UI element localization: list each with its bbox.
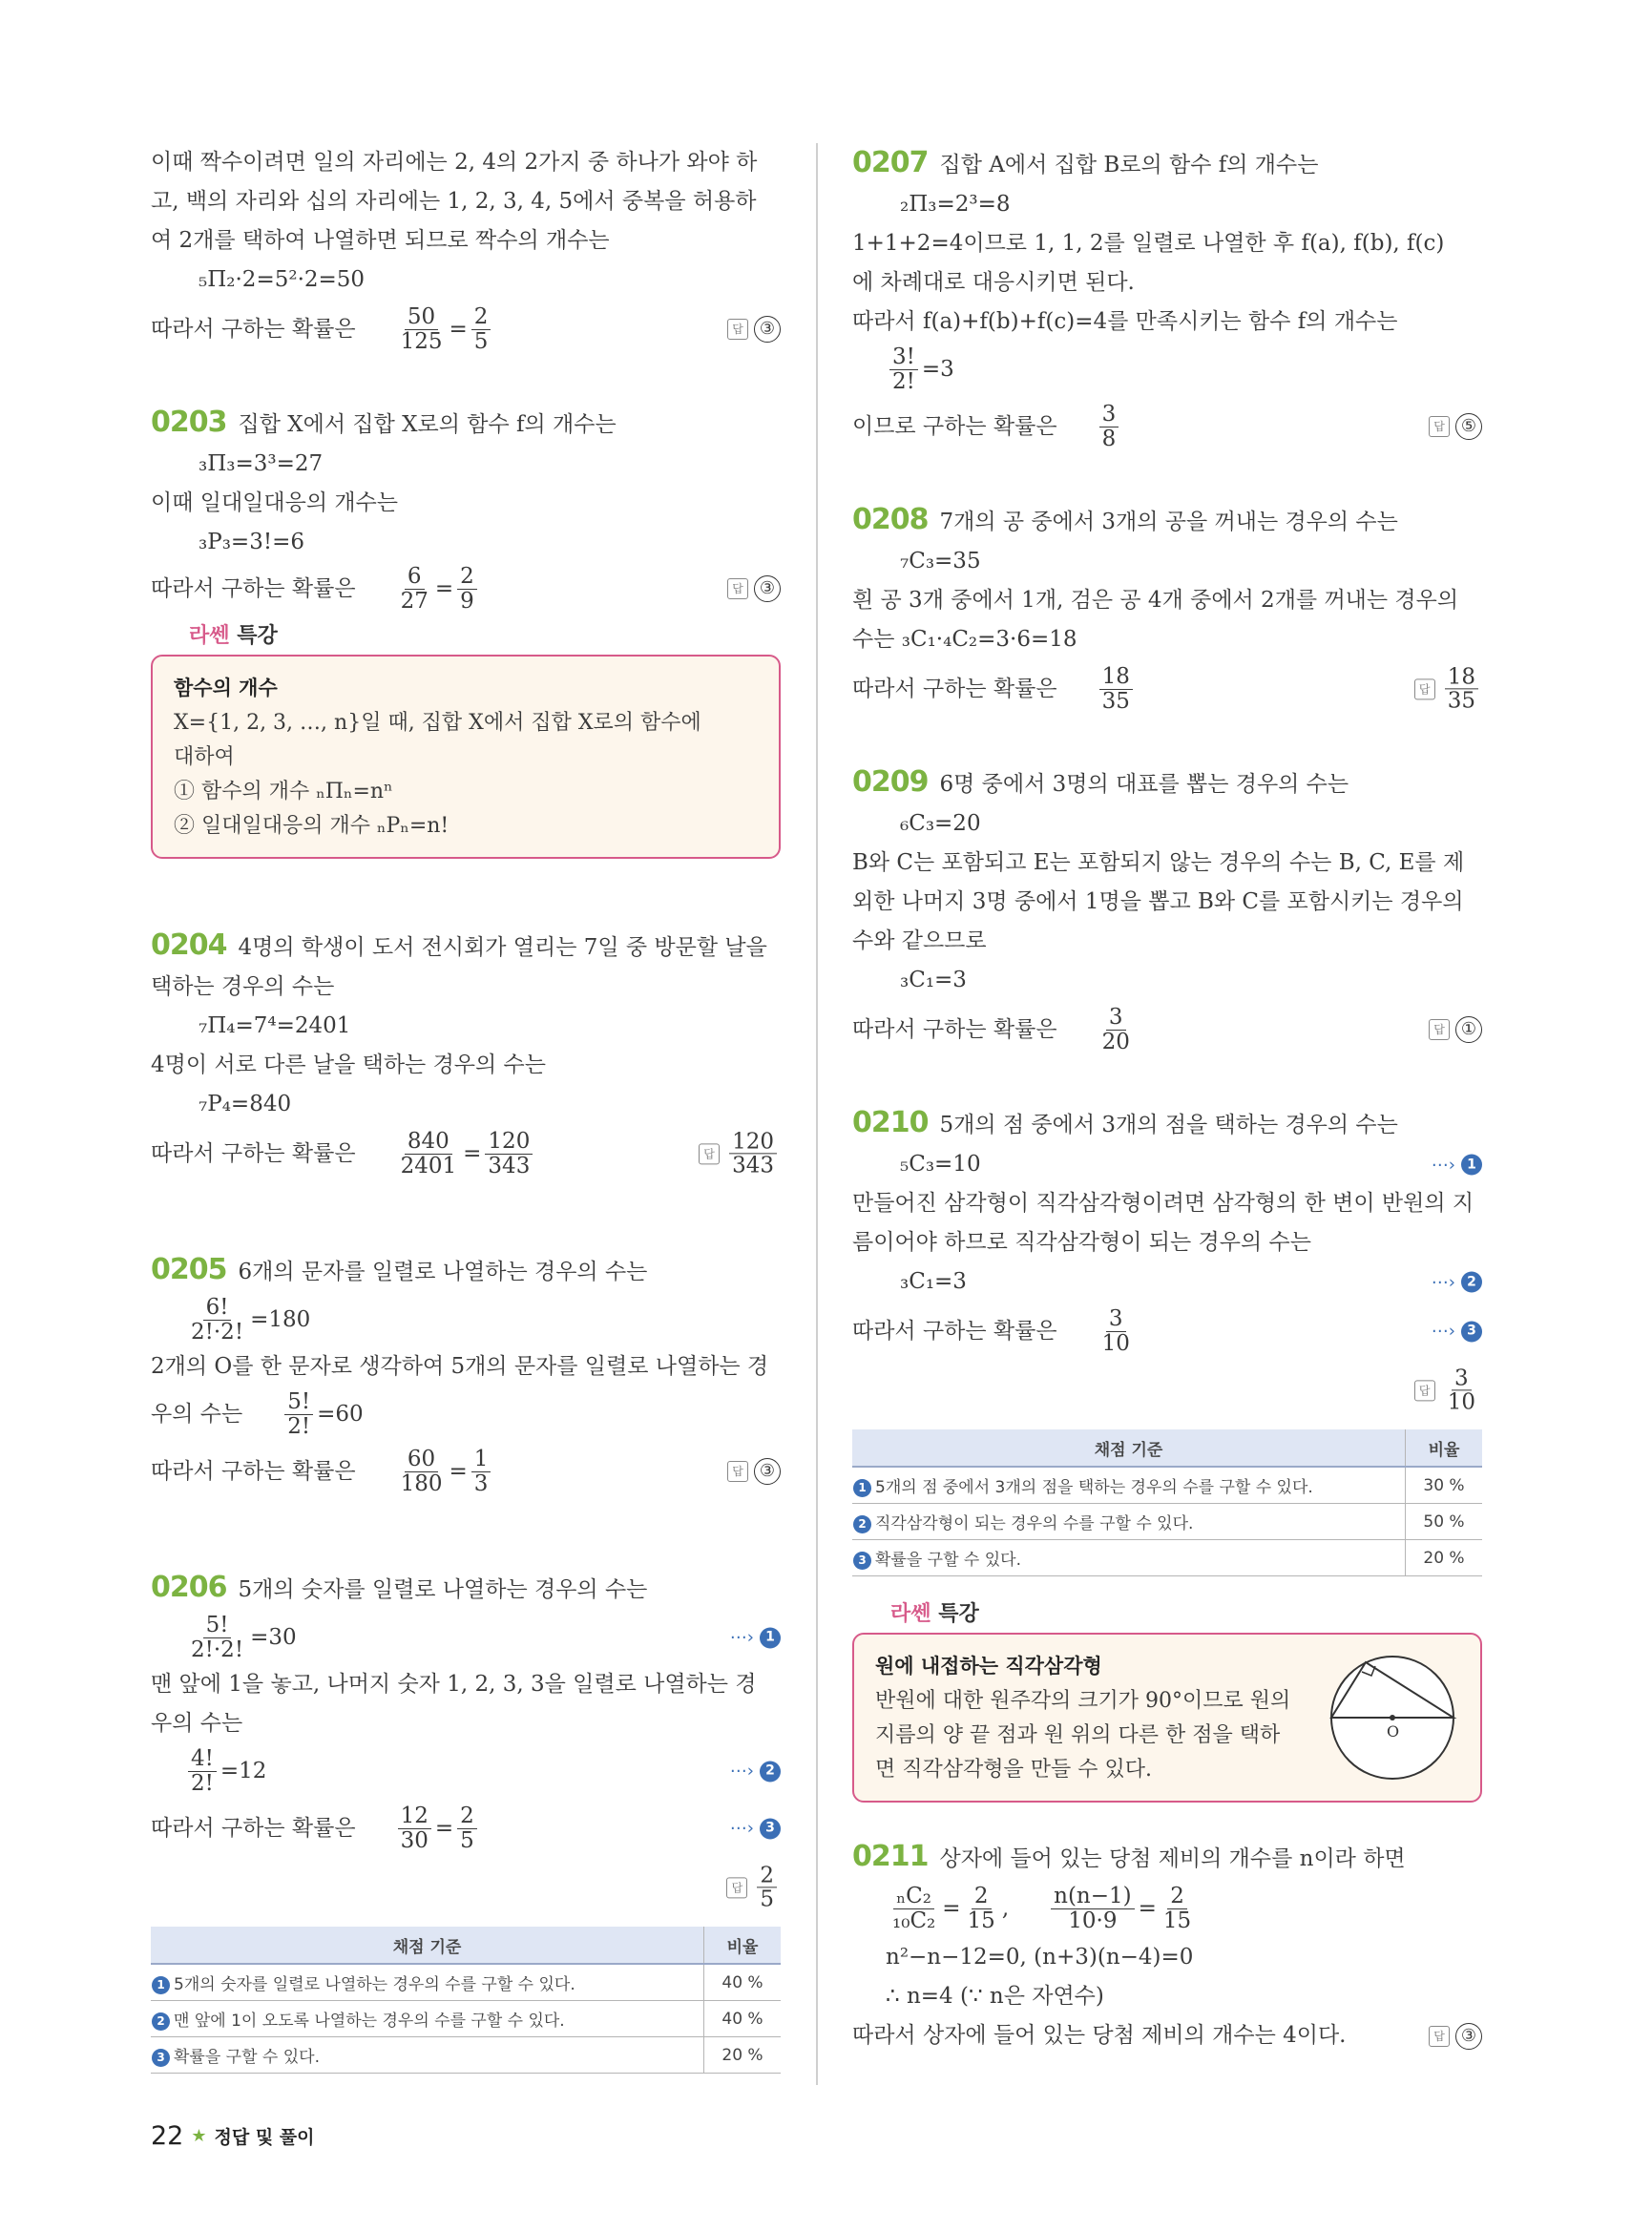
step-arrow-icon: ⋯› — [729, 1627, 754, 1648]
page-number: 22 — [151, 2121, 184, 2151]
box-tag — [890, 1597, 1482, 1627]
table-header: 비율 — [1406, 1429, 1483, 1467]
step-marker — [730, 1618, 781, 1658]
denominator: 35 — [1447, 688, 1475, 714]
formula-line — [151, 1387, 781, 1442]
numerator: 5! — [284, 1390, 313, 1414]
answer — [1429, 413, 1482, 440]
answer-mark-icon: 답 — [726, 1877, 747, 1898]
denominator: 2!·2! — [191, 1319, 244, 1345]
denominator: 2! — [892, 368, 915, 394]
fraction — [1099, 665, 1133, 712]
numerator: 120 — [729, 1130, 777, 1154]
denominator: 10·9 — [1068, 1908, 1118, 1933]
center-point — [1390, 1715, 1395, 1720]
answer — [1429, 1016, 1482, 1043]
table-cell: 맨 앞에 1이 오도록 나열하는 경우의 수를 구할 수 있다. — [174, 2012, 565, 2031]
tag-label: 라쎈 — [189, 624, 230, 648]
tag-label: 특강 — [938, 1602, 979, 1626]
numerator: 2 — [457, 1804, 477, 1828]
table-row — [852, 1504, 1482, 1540]
step-number: 1 — [152, 1976, 170, 1994]
probability-line — [151, 1442, 781, 1501]
fraction — [1099, 403, 1119, 449]
formula-line — [151, 1610, 781, 1665]
text-line: 5개의 점 중에서 3개의 점을 택하는 경우의 수는 — [939, 1113, 1398, 1137]
table-cell: 확률을 구할 수 있다. — [174, 2048, 320, 2067]
box-line: 반원에 대한 원주각의 크기가 90°이므로 원의 — [875, 1689, 1291, 1713]
box-line: ① 함수의 개수 ₙΠₙ=nⁿ — [174, 780, 393, 803]
numerator: 1 — [471, 1448, 491, 1471]
table-row — [852, 1540, 1482, 1576]
box-content — [151, 655, 781, 859]
text-line: 6개의 문자를 일렬로 나열하는 경우의 수는 — [238, 1260, 648, 1284]
step-arrow-icon: ⋯› — [729, 1761, 754, 1782]
step-number: 1 — [853, 1479, 871, 1497]
equals: = — [463, 1140, 482, 1166]
denominator: 10 — [1101, 1330, 1130, 1356]
step-number: 3 — [853, 1552, 871, 1570]
step-arrow-icon: ⋯› — [1431, 1321, 1455, 1342]
step-number: 1 — [1461, 1155, 1482, 1176]
table-cell: 40 % — [704, 2001, 782, 2037]
result: =12 — [220, 1758, 267, 1783]
problem-0208 — [852, 500, 1482, 719]
denominator: 20 — [1101, 1029, 1130, 1054]
problem-number: 0209 — [852, 765, 929, 799]
fraction — [889, 345, 918, 392]
numerator: 2 — [1167, 1885, 1187, 1908]
numerator: 2 — [457, 565, 477, 589]
text-line: B와 C는 포함되고 E는 포함되지 않는 경우의 수는 B, C, E를 제 — [852, 850, 1465, 875]
table-header: 채점 기준 — [852, 1429, 1406, 1467]
answer-choice: ③ — [754, 1458, 781, 1485]
problem-number: 0205 — [151, 1253, 227, 1286]
formula-line: ₂Π₃=2³=8 — [900, 192, 1011, 217]
prob-text: 따라서 구하는 확률은 — [852, 676, 1057, 701]
page-footer — [151, 2121, 315, 2151]
lecture-box — [852, 1597, 1482, 1803]
problem-number: 0211 — [852, 1840, 929, 1873]
text-line: 수와 같으므로 — [852, 928, 987, 953]
fraction — [398, 1130, 460, 1177]
text-line: 만들어진 삼각형이 직각삼각형이려면 삼각형의 한 변이 반원의 지 — [852, 1191, 1474, 1216]
fraction — [398, 565, 431, 612]
text-line: 여 2개를 택하여 나열하면 되므로 짝수의 개수는 — [151, 228, 610, 253]
probability-line — [852, 397, 1482, 456]
prob-text: 따라서 구하는 확률은 — [151, 316, 356, 342]
text-line: 외한 나머지 3명 중에서 1명을 뽑고 B와 C를 포함시키는 경우의 — [852, 889, 1464, 914]
fraction — [457, 565, 477, 612]
text-line: 집합 X에서 집합 X로의 함수 f의 개수는 — [238, 412, 617, 437]
problem-0206 — [151, 1568, 781, 2074]
result: =180 — [250, 1306, 311, 1332]
problem-number: 0208 — [852, 503, 929, 536]
answer-choice: ⑤ — [1455, 413, 1482, 440]
right-column — [852, 143, 1482, 2055]
prob-text: 따라서 구하는 확률은 — [151, 1140, 356, 1166]
comma: , — [1001, 1895, 1010, 1921]
problem-0205 — [151, 1250, 781, 1501]
denominator: 15 — [1162, 1908, 1192, 1933]
step-arrow-icon: ⋯› — [1431, 1272, 1455, 1292]
fraction — [471, 305, 491, 352]
text-line: 집합 A에서 집합 B로의 함수 f의 개수는 — [939, 153, 1319, 177]
answer — [727, 1458, 781, 1485]
text-line: 택하는 경우의 수는 — [151, 974, 335, 999]
step-number: 3 — [1461, 1321, 1482, 1342]
numerator: 2 — [972, 1885, 992, 1908]
step-number: 2 — [1461, 1272, 1482, 1293]
numerator: 5! — [203, 1614, 232, 1637]
result: =30 — [250, 1624, 297, 1650]
problem-number: 0210 — [852, 1106, 929, 1139]
prob-text: 따라서 구하는 확률은 — [852, 1016, 1057, 1042]
denominator: 35 — [1101, 688, 1130, 714]
denominator: 2! — [287, 1413, 311, 1439]
fraction — [1099, 1006, 1133, 1053]
numerator: 12 — [398, 1804, 431, 1828]
prob-text: 이므로 구하는 확률은 — [852, 413, 1057, 439]
text-line: 4명의 학생이 도서 전시회가 열리는 7일 중 방문할 날을 — [238, 935, 767, 960]
numerator: 840 — [405, 1130, 452, 1154]
box-tag — [189, 619, 781, 649]
denominator: 180 — [400, 1470, 443, 1496]
result: =60 — [317, 1401, 364, 1427]
equals: = — [434, 575, 454, 601]
numerator: 120 — [485, 1130, 533, 1154]
table-cell: 50 % — [1406, 1504, 1483, 1540]
answer-line — [852, 1361, 1482, 1420]
answer-mark-icon: 답 — [1414, 678, 1435, 699]
fraction — [1099, 1307, 1133, 1354]
step-arrow-icon: ⋯› — [729, 1818, 754, 1839]
step-marker — [730, 1752, 781, 1791]
answer — [727, 316, 781, 343]
text-line: 5개의 숫자를 일렬로 나열하는 경우의 수는 — [238, 1577, 648, 1602]
probability-line — [151, 1799, 781, 1858]
table-cell: 확률을 구할 수 있다. — [875, 1551, 1021, 1570]
box-line: 대하여 — [174, 745, 235, 769]
fraction — [398, 305, 446, 352]
table-cell: 40 % — [704, 1964, 782, 2001]
grading-table — [852, 1429, 1482, 1576]
table-cell: 20 % — [1406, 1540, 1483, 1576]
formula-line — [151, 1292, 781, 1347]
formula: ₃C₁=3 — [900, 1269, 967, 1294]
table-header: 채점 기준 — [151, 1927, 704, 1964]
text-line: 이때 짝수이려면 일의 자리에는 2, 4의 2가지 중 하나가 와야 하 — [151, 150, 758, 175]
table-cell: 5개의 점 중에서 3개의 점을 택하는 경우의 수를 구할 수 있다. — [875, 1478, 1313, 1497]
answer-fraction — [1445, 1366, 1478, 1413]
equals: = — [1138, 1895, 1157, 1921]
numerator: 2 — [471, 305, 491, 329]
box-title: 함수의 개수 — [174, 677, 278, 699]
formula-line: ₃C₁=3 — [900, 968, 967, 992]
box-line: 면 직각삼각형을 만들 수 있다. — [875, 1758, 1152, 1782]
prob-text: 따라서 구하는 확률은 — [151, 1815, 356, 1841]
text-line: 에 차례대로 대응시키면 된다. — [852, 270, 1135, 295]
prob-text: 따라서 구하는 확률은 — [151, 1458, 356, 1484]
answer-mark-icon: 답 — [727, 319, 748, 340]
denominator: 2401 — [400, 1153, 457, 1178]
grading-table — [151, 1927, 781, 2074]
problem-number: 0206 — [151, 1571, 227, 1604]
text-line: 1+1+2=4이므로 1, 1, 2를 일렬로 나열한 후 f(a), f(b), f(c) — [852, 231, 1445, 256]
answer-mark-icon: 답 — [1429, 416, 1450, 437]
answer-fraction — [757, 1864, 777, 1910]
text-line: 4명이 서로 다른 날을 택하는 경우의 수는 — [151, 1053, 546, 1077]
answer-mark-icon: 답 — [1414, 1380, 1435, 1401]
answer — [727, 575, 781, 602]
numerator: 3! — [889, 345, 918, 369]
numerator: 3 — [1099, 403, 1119, 427]
denominator: 27 — [400, 588, 429, 614]
answer — [1414, 1366, 1482, 1413]
numerator: 6! — [203, 1296, 232, 1320]
fraction — [188, 1614, 246, 1660]
fraction — [485, 1130, 533, 1177]
footer-label: 정답 및 풀이 — [214, 2127, 315, 2148]
text-line: 고, 백의 자리와 십의 자리에는 1, 2, 3, 4, 5에서 중복을 허용하 — [151, 189, 757, 214]
box-text — [875, 1648, 1290, 1787]
step-number: 2 — [760, 1761, 781, 1782]
fraction — [1051, 1885, 1134, 1931]
step-number: 3 — [760, 1818, 781, 1839]
numerator: n(n−1) — [1051, 1885, 1134, 1908]
denominator: 30 — [400, 1827, 429, 1853]
denominator: 15 — [967, 1908, 995, 1933]
answer-mark-icon: 답 — [1429, 2026, 1450, 2047]
equals: = — [449, 1458, 468, 1484]
denominator: 125 — [400, 328, 443, 354]
text: 따라서 상자에 들어 있는 당첨 제비의 개수는 4이다. — [852, 2023, 1347, 2048]
formula-line: n²−n−12=0, (n+3)(n−4)=0 — [886, 1945, 1194, 1970]
answer-choice: ③ — [1455, 2023, 1482, 2050]
denominator: 2! — [191, 1770, 214, 1796]
problem-number: 0203 — [151, 406, 227, 439]
table-cell: 5개의 숫자를 일렬로 나열하는 경우의 수를 구할 수 있다. — [174, 1975, 575, 1994]
denominator: 8 — [1101, 426, 1117, 451]
step-number: 2 — [853, 1515, 871, 1533]
text-line: 흰 공 3개 중에서 1개, 검은 공 4개 중에서 2개를 꺼내는 경우의 — [852, 588, 1459, 613]
formula-line — [151, 1743, 781, 1799]
table-cell: 직각삼각형이 되는 경우의 수를 구할 수 있다. — [875, 1514, 1194, 1533]
numerator: 3 — [1452, 1366, 1472, 1390]
result: =3 — [921, 356, 954, 382]
formula-line: ∴ n=4 (∵ n은 자연수) — [886, 1984, 1104, 2009]
text-line: 7개의 공 중에서 3개의 공을 꺼내는 경우의 수는 — [939, 510, 1398, 534]
inscribed-right-triangle-diagram — [1326, 1651, 1459, 1784]
equals: = — [434, 1815, 454, 1841]
text-line: 이때 일대일대응의 개수는 — [151, 490, 399, 515]
text-line: 따라서 f(a)+f(b)+f(c)=4를 만족시키는 함수 f의 개수는 — [852, 309, 1398, 334]
probability-line — [852, 659, 1482, 719]
text-line: 름이어야 하므로 직각삼각형이 되는 경우의 수는 — [852, 1230, 1311, 1255]
answer — [1414, 665, 1482, 712]
fraction — [284, 1390, 313, 1437]
numerator: ₙC₂ — [893, 1885, 934, 1908]
text-line: 우의 수는 — [151, 1711, 243, 1736]
center-label: O — [1387, 1722, 1400, 1741]
problem-0211 — [852, 1837, 1482, 2055]
probability-line — [151, 300, 781, 359]
fraction — [457, 1804, 477, 1851]
probability-line — [151, 562, 781, 615]
prob-text: 따라서 구하는 확률은 — [151, 575, 356, 601]
text-line: 상자에 들어 있는 당첨 제비의 개수를 n이라 하면 — [939, 1846, 1406, 1871]
formula-line: ₃P₃=3!=6 — [199, 530, 304, 554]
probability-line — [852, 1000, 1482, 1059]
problem-0204 — [151, 926, 781, 1183]
answer-fraction — [1445, 665, 1478, 712]
formula-line — [852, 1145, 1482, 1184]
probability-line — [151, 1124, 781, 1183]
formula-line — [852, 1262, 1482, 1302]
problem-number: 0204 — [151, 928, 227, 962]
problem-0209 — [852, 762, 1482, 1059]
answer-choice: ③ — [754, 316, 781, 343]
denominator: 343 — [488, 1153, 531, 1178]
tag-label: 라쎈 — [890, 1602, 931, 1626]
denominator: 5 — [460, 1827, 474, 1853]
answer-mark-icon: 답 — [727, 1461, 748, 1482]
tag-label: 특강 — [237, 624, 278, 648]
problem-0210 — [852, 1103, 1482, 1576]
numerator: 3 — [1106, 1006, 1126, 1030]
fraction — [889, 1885, 938, 1931]
problem-0207 — [852, 143, 1482, 456]
numerator: 3 — [1106, 1307, 1126, 1331]
equals: = — [942, 1895, 961, 1921]
text-line: 맨 앞에 1을 놓고, 나머지 숫자 1, 2, 3, 3을 일렬로 나열하는 경 — [151, 1672, 757, 1697]
fraction — [398, 1804, 431, 1851]
text: 우의 수는 — [151, 1401, 243, 1427]
left-column — [151, 143, 781, 2074]
step-number: 1 — [760, 1627, 781, 1648]
numerator: 6 — [405, 565, 425, 589]
formula-line: ₇P₄=840 — [199, 1092, 292, 1116]
answer — [1429, 2023, 1482, 2050]
step-number: 2 — [152, 2012, 170, 2031]
table-header: 비율 — [704, 1927, 782, 1964]
answer-line — [151, 1858, 781, 1917]
denominator: 5 — [760, 1887, 774, 1912]
formula-line: ₆C₃=20 — [900, 811, 981, 836]
numerator: 18 — [1445, 665, 1478, 689]
problem-0203 — [151, 403, 781, 615]
step-number: 3 — [152, 2049, 170, 2067]
table-cell: 20 % — [704, 2037, 782, 2074]
step-marker — [1432, 1262, 1482, 1302]
table-cell: 30 % — [1406, 1467, 1483, 1504]
intro-block — [151, 143, 781, 359]
box-line: ② 일대일대응의 개수 ₙPₙ=n! — [174, 814, 450, 838]
table-header-row — [151, 1927, 781, 1964]
formula-line: ₇Π₄=7⁴=2401 — [199, 1013, 351, 1038]
numerator: 2 — [757, 1864, 777, 1887]
answer-mark-icon: 답 — [699, 1143, 720, 1164]
numerator: 50 — [405, 305, 438, 329]
numerator: 60 — [405, 1448, 438, 1471]
text-line: 2개의 O를 한 문자로 생각하여 5개의 문자를 일렬로 나열하는 경 — [151, 1354, 769, 1379]
answer-choice: ③ — [754, 575, 781, 602]
denominator: 343 — [732, 1153, 774, 1178]
box-line: 지름의 양 끝 점과 원 위의 다른 한 점을 택하 — [875, 1723, 1281, 1747]
formula-line: ₇C₃=35 — [900, 549, 981, 573]
numerator: 18 — [1099, 665, 1133, 689]
column-divider — [816, 143, 818, 2085]
formula-line: ₃Π₃=3³=27 — [199, 451, 324, 476]
box-line: X={1, 2, 3, …, n}일 때, 집합 X에서 집합 X로의 함수에 — [174, 711, 701, 735]
fraction — [471, 1448, 491, 1494]
formula: ₅C₃=10 — [900, 1152, 981, 1177]
problem-number: 0207 — [852, 146, 929, 179]
table-row — [852, 1467, 1482, 1504]
fraction — [965, 1885, 998, 1931]
table-header-row — [852, 1429, 1482, 1467]
table-row — [151, 2001, 781, 2037]
text-line: 6명 중에서 3명의 대표를 뽑는 경우의 수는 — [939, 772, 1349, 797]
answer-choice: ① — [1455, 1016, 1482, 1043]
lecture-box — [151, 619, 781, 859]
fraction — [398, 1448, 446, 1494]
box-title: 원에 내접하는 직각삼각형 — [875, 1655, 1102, 1678]
answer-mark-icon: 답 — [1429, 1019, 1450, 1040]
answer — [726, 1864, 781, 1910]
formula-line: ₅Π₂·2=5²·2=50 — [199, 267, 366, 292]
fraction — [188, 1747, 217, 1794]
step-marker — [1432, 1145, 1482, 1184]
formula-line — [852, 1879, 1482, 1938]
conclusion-line — [852, 2016, 1482, 2055]
prob-text: 따라서 구하는 확률은 — [852, 1318, 1057, 1344]
answer-mark-icon: 답 — [727, 578, 748, 599]
fraction — [1161, 1885, 1194, 1931]
denominator: 10 — [1447, 1389, 1475, 1415]
step-arrow-icon: ⋯› — [1431, 1155, 1455, 1175]
answer — [699, 1130, 781, 1177]
denominator: 9 — [460, 588, 474, 614]
step-marker — [1432, 1312, 1482, 1351]
denominator: ₁₀C₂ — [892, 1908, 936, 1933]
text-line: 수는 ₃C₁·₄C₂=3·6=18 — [852, 627, 1077, 652]
fraction — [188, 1296, 246, 1343]
equals: = — [449, 316, 468, 342]
numerator: 4! — [188, 1747, 217, 1771]
denominator: 5 — [473, 328, 489, 354]
probability-line — [852, 1302, 1482, 1361]
step-marker — [730, 1809, 781, 1848]
table-row — [151, 2037, 781, 2074]
formula-line — [852, 342, 1482, 397]
denominator: 3 — [473, 1470, 489, 1496]
answer-fraction — [729, 1130, 777, 1177]
star-icon: ★ — [191, 2126, 207, 2146]
box-content — [852, 1633, 1482, 1803]
table-row — [151, 1964, 781, 2001]
denominator: 2!·2! — [191, 1637, 244, 1662]
